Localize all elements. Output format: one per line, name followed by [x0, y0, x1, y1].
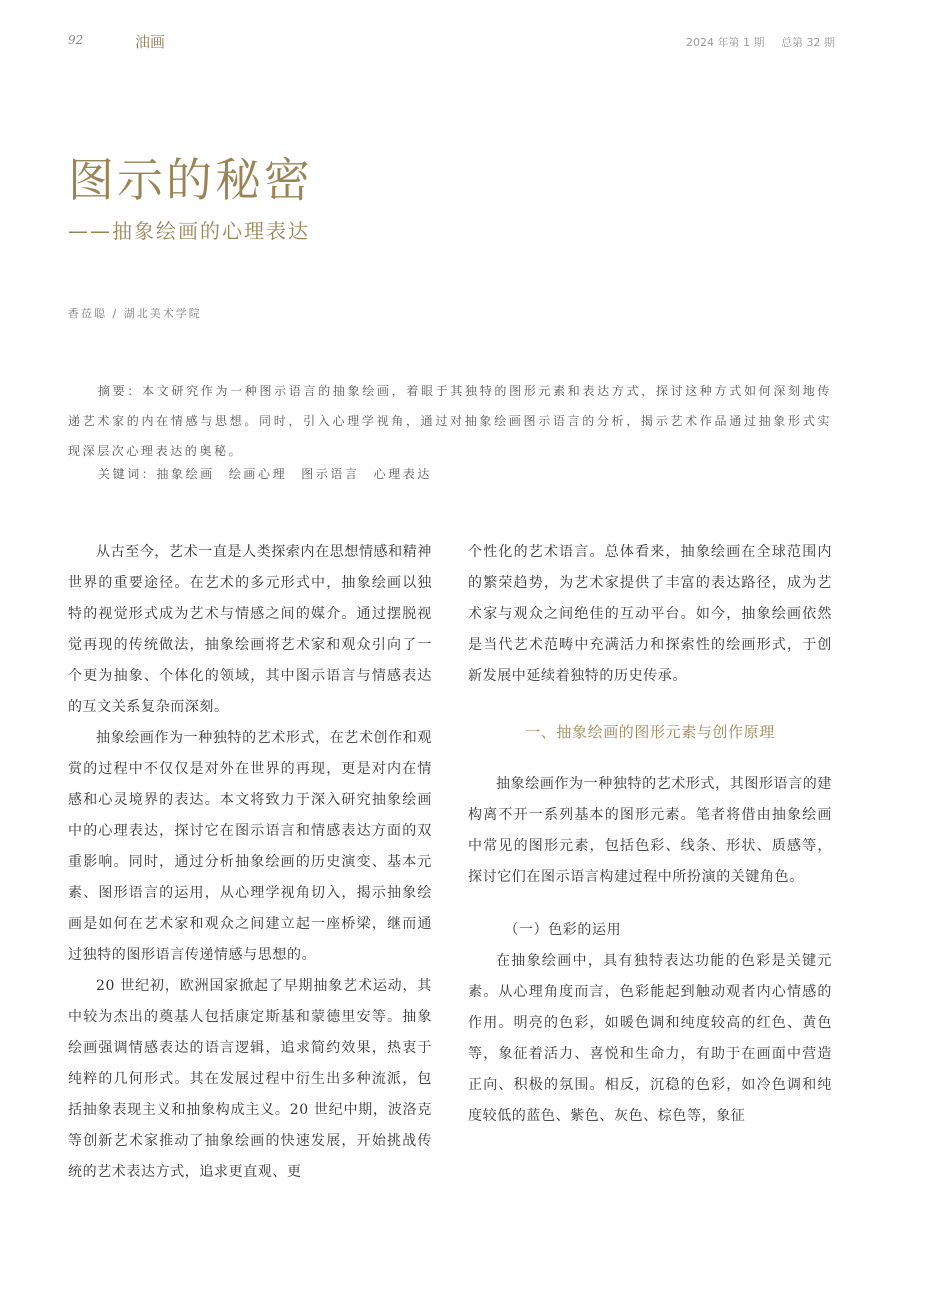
- issue-label: 2024 年第 1 期: [686, 36, 765, 49]
- keyword: 抽象绘画: [156, 467, 215, 481]
- article-subtitle: ——抽象绘画的心理表达: [68, 219, 310, 243]
- body-paragraph-continued: 个性化的艺术语言。总体看来，抽象绘画在全球范围内的繁荣趋势，为艺术家提供了丰富的表达路径，成为艺术家与观众之间绝佳的互动平台。如今，抽象绘画依然是当代艺术范畴中充满活力和探索性的绘画形式，于创新发展中延续着独特的历史传承。: [468, 544, 832, 684]
- body-left-column: [68, 537, 432, 1188]
- subsection-heading: （一）色彩的运用: [504, 922, 622, 938]
- keyword: 图示语言: [301, 467, 360, 481]
- section-heading: 一、抽象绘画的图形元素与创作原理: [525, 723, 775, 741]
- body-paragraph: 从古至今，艺术一直是人类探索内在思想情感和精神世界的重要途径。在艺术的多元形式中，抽象绘画以独特的视觉形式成为艺术与情感之间的媒介。通过摆脱视觉再现的传统做法，抽象绘画将艺术家和观众引向了一个更为抽象、个体化的领域，其中图示语言与情感表达的互文关系复杂而深刻。: [68, 544, 432, 715]
- page-number: 92: [68, 33, 84, 47]
- keyword: 绘画心理: [228, 467, 288, 481]
- keyword: 心理表达: [373, 467, 433, 481]
- abstract: 摘要：本文研究作为一种图示语言的抽象绘画，着眼于其独特的图形元素和表达方式，探讨这种方式如何深刻地传递艺术家的内在情感与思想。同时，引入心理学视角，通过对抽象绘画图示语言的分析，揭示艺术作品通过抽象形式实现深层次心理表达的奥秘。: [68, 384, 832, 458]
- body-paragraph: 在抽象绘画中，具有独特表达功能的色彩是关键元素。从心理角度而言，色彩能起到触动观者内心情感的作用。明亮的色彩，如暖色调和纯度较高的红色、黄色等，象征着活力、喜悦和生命力，有助于在画面中营造正向、积极的氛围。相反，沉稳的色彩，如冷色调和纯度较低的蓝色、紫色、灰色、棕色等，象征: [468, 953, 832, 1124]
- column-name: 油画: [135, 33, 166, 51]
- body-paragraph: 抽象绘画作为一种独特的艺术形式，在艺术创作和观赏的过程中不仅仅是对外在世界的再现，更是对内在情感和心灵境界的表达。本文将致力于深入研究抽象绘画中的心理表达，探讨它在图示语言和情感表达方面的双重影响。同时，通过分析抽象绘画的历史演变、基本元素、图形语言的运用，从心理学视角切入，揭示抽象绘画是如何在艺术家和观众之间建立起一座桥梁，继而通过独特的图形语言传递情感与思想的。: [68, 730, 432, 963]
- article-title: 图示的秘密: [68, 153, 313, 207]
- body-right-column: [468, 537, 832, 1132]
- author-line: 香莅聪 / 湖北美术学院: [68, 307, 202, 320]
- keywords-label: 关键词：: [98, 467, 157, 481]
- keywords: [98, 463, 446, 485]
- total-issue-label: 总第 32 期: [781, 36, 835, 49]
- body-paragraph: 抽象绘画作为一种独特的艺术形式，其图形语言的建构离不开一系列基本的图形元素。笔者将借由抽象绘画中常见的图形元素，包括色彩、线条、形状、质感等，探讨它们在图示语言构建过程中所扮演的关键角色。: [468, 776, 832, 885]
- body-paragraph: 20 世纪初，欧洲国家掀起了早期抽象艺术运动，其中较为杰出的奠基人包括康定斯基和蒙德里安等。抽象绘画强调情感表达的语言逻辑，追求简约效果，热衷于纯粹的几何形式。其在发展过程中衍生出多种流派，包括抽象表现主义和抽象构成主义。20 世纪中期，波洛克等创新艺术家推动了抽象绘画的快速发展，开始挑战传统的艺术表达方式，追求更直观、更: [68, 978, 432, 1180]
